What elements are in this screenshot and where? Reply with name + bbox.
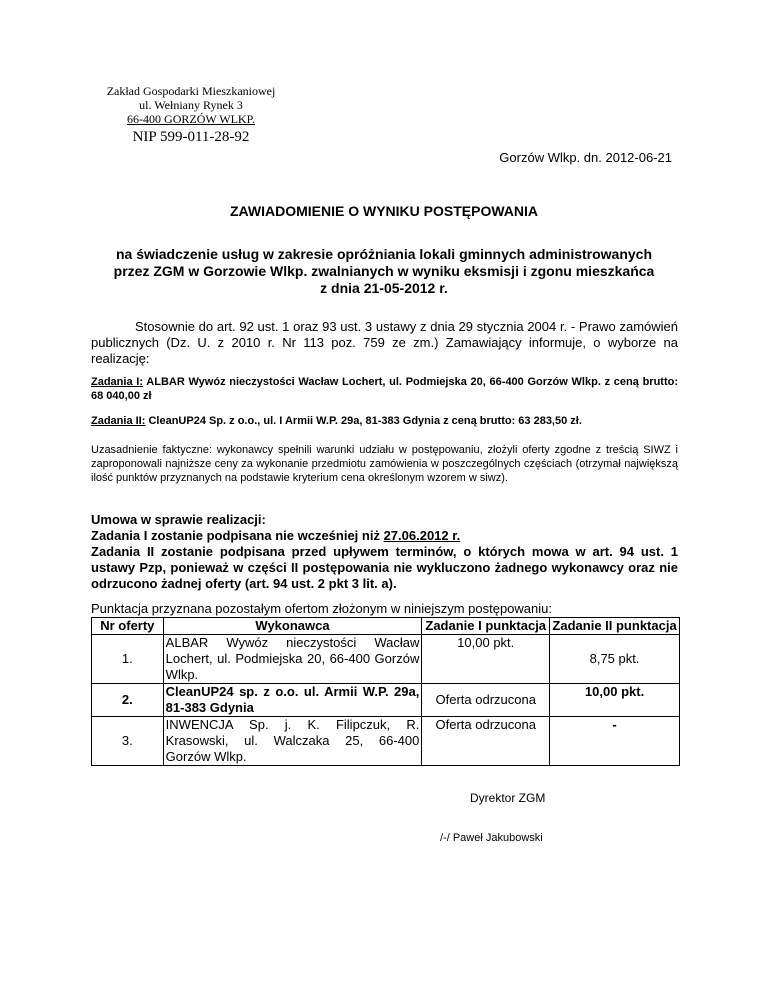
points-intro: Punktacja przyznana pozostałym ofertom złożonym w niniejszym postępowaniu: bbox=[91, 601, 552, 616]
document-date: Gorzów Wlkp. dn. 2012-06-21 bbox=[499, 150, 672, 165]
org-nip: NIP 599-011-28-92 bbox=[132, 129, 250, 145]
document-title: ZAWIADOMIENIE O WYNIKU POSTĘPOWANIA bbox=[229, 203, 538, 219]
task-1-label: Zadania I: bbox=[91, 376, 143, 388]
task-1-text: ALBAR Wywóz nieczystości Wacław Lochert, ul. Podmiejska 20, 66-400 Gorzów Wlkp. z ceną brutto: 68 040,00 zł bbox=[91, 376, 678, 402]
header-task-1: Zadanie I punktacja bbox=[422, 618, 550, 635]
org-address: ul. Wełniany Rynek 3 bbox=[139, 98, 243, 112]
table-row bbox=[92, 717, 680, 766]
task-2-text: CleanUP24 Sp. z o.o., ul. I Armii W.P. 29a, 81-383 Gdynia z ceną brutto: 63 283,50 zł. bbox=[145, 415, 582, 427]
row-3-nr: 3. bbox=[92, 717, 164, 766]
row-3-task-1: Oferta odrzucona bbox=[422, 717, 550, 766]
justification-paragraph: Uzasadnienie faktyczne: wykonawcy spełnili warunki udziału w postępowaniu, złożyli oferty zgodne z treścią SIWZ i zaproponowali najniższe ceny za wykonanie przedmiotu zamówienia w poszczególnych częściach (otrzymał największą ilość punktów przyznanych na podstawie kryterium cena określonym wzorem w siwz). bbox=[91, 444, 678, 484]
contract-line-1 bbox=[91, 528, 678, 544]
document-subject: na świadczenie usług w zakresie opróżniania lokali gminnych administrowanych przez ZGM w Gorzowie Wlkp. zwalnianych w wyniku eksmisji i zgonu mieszkańca z dnia 21-05-2012 r. bbox=[113, 246, 655, 296]
letterhead bbox=[96, 84, 286, 146]
row-2-task-1: Oferta odrzucona bbox=[422, 684, 550, 717]
signature-role: Dyrektor ZGM bbox=[470, 791, 546, 805]
task-1-award bbox=[91, 375, 678, 403]
row-1-contractor: ALBAR Wywóz nieczystości Wacław Lochert, ul. Podmiejska 20, 66-400 Gorzów Wlkp. bbox=[163, 635, 422, 684]
contract-line-1-date: 27.06.2012 r. bbox=[383, 528, 461, 543]
row-2-contractor: CleanUP24 sp. z o.o. ul. Armii W.P. 29a, 81-383 Gdynia bbox=[163, 684, 422, 717]
org-city: 66-400 GORZÓW WLKP. bbox=[127, 112, 255, 126]
scores-table bbox=[91, 617, 680, 766]
contract-line-2: Zadania II zostanie podpisana przed upływem terminów, o których mowa w art. 94 ust. 1 ustawy Pzp, ponieważ w części II postępowania nie wykluczono żadnego wykonawcy oraz nie odrzucono żadnej oferty (art. 94 ust. 2 pkt 3 lit. a). bbox=[91, 544, 678, 591]
task-2-award bbox=[91, 414, 678, 428]
contract-heading: Umowa w sprawie realizacji: bbox=[91, 512, 266, 527]
contract-line-1-text: Zadania I zostanie podpisana nie wcześniej niż bbox=[91, 528, 384, 543]
row-1-nr: 1. bbox=[92, 635, 164, 684]
table-row bbox=[92, 684, 680, 717]
task-2-label: Zadania II: bbox=[91, 415, 146, 427]
org-name: Zakład Gospodarki Mieszkaniowej bbox=[106, 84, 276, 98]
table-header-row bbox=[92, 618, 680, 635]
header-nr: Nr oferty bbox=[92, 618, 164, 635]
table-row bbox=[92, 635, 680, 684]
header-contractor: Wykonawca bbox=[163, 618, 422, 635]
intro-paragraph: Stosownie do art. 92 ust. 1 oraz 93 ust. 3 ustawy z dnia 29 stycznia 2004 r. - Prawo zamówień publicznych (Dz. U. z 2010 r. Nr 113 poz. 759 ze zm.) Zamawiający informuje, o wyborze na realizację: bbox=[91, 319, 678, 366]
row-3-contractor: INWENCJA Sp. j. K. Filipczuk, R. Krasowski, ul. Walczaka 25, 66-400 Gorzów Wlkp. bbox=[163, 717, 422, 766]
row-1-task-2: 8,75 pkt. bbox=[550, 635, 680, 684]
header-task-2: Zadanie II punktacja bbox=[550, 618, 680, 635]
signature-name: /-/ Paweł Jakubowski bbox=[440, 832, 543, 844]
row-2-nr: 2. bbox=[92, 684, 164, 717]
contract-section bbox=[91, 512, 678, 592]
row-1-task-1: 10,00 pkt. bbox=[422, 635, 550, 684]
row-2-task-2: 10,00 pkt. bbox=[550, 684, 680, 717]
row-3-task-2: - bbox=[550, 717, 680, 766]
